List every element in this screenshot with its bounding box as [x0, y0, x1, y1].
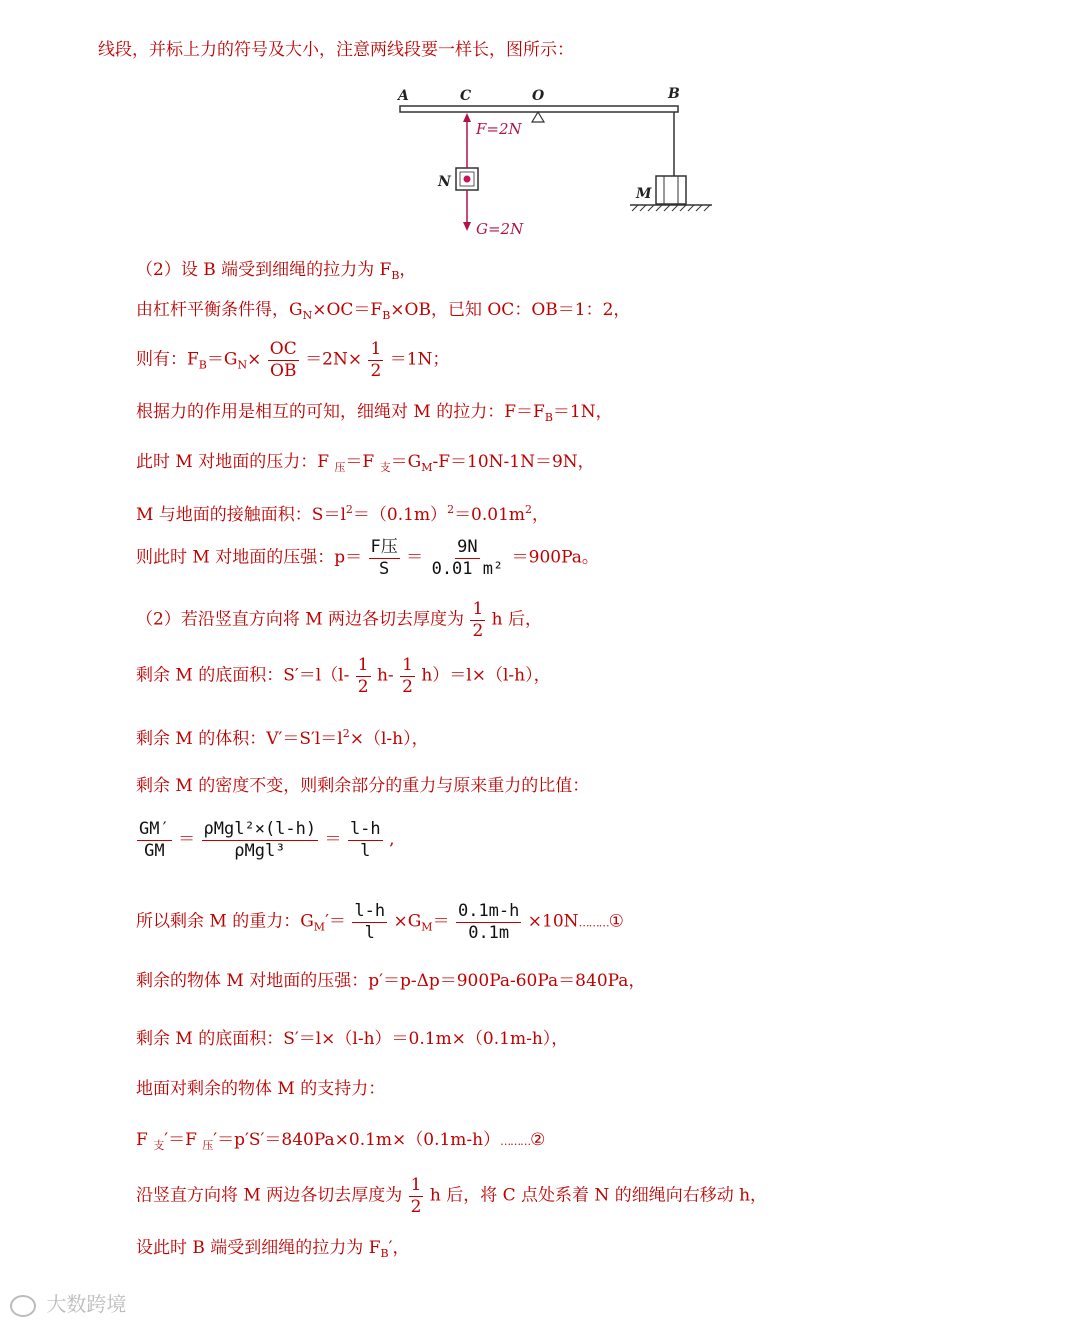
line-15: 剩余 M 的底面积：S′＝l×（l-h）＝0.1m×（0.1m-h）， [136, 1029, 569, 1049]
block-m [656, 176, 686, 204]
fraction-half: $\frac{1}{2}$ [370, 339, 382, 381]
watermark: 大数跨境 [10, 1288, 126, 1317]
line-12: $\frac{GM'}{GM}$ ＝ $\frac{\text{ρMgl²×(l-h)}}{\text{ρMgl³}}$ ＝ $\frac{l-h}{l}$ , [139, 819, 395, 861]
line-11: 剩余 M 的密度不变，则剩余部分的重力与原来重力的比值： [136, 776, 590, 796]
label-a: A [398, 88, 409, 104]
line-10: 剩余 M 的体积：$V'=S'l=l^2\times(l-h)$， [136, 727, 429, 749]
line-7: 则此时 M 对地面的压强：p＝ $\frac{\text{F压}}{S}$ ＝ $\frac{9N}{\text{0.01 m²}}$ ＝900Pa。 [136, 537, 599, 579]
fraction-thickness: $\frac{0.1m-h}{0.1m}$ [457, 901, 520, 943]
fraction-fpress-s: $\frac{\text{F压}}{S}$ [370, 537, 398, 579]
line-5: 此时 M 对地面的压力：F $_压$＝F $_支=G_M-F=10N-1N=9N$， [136, 452, 595, 474]
fraction-9n-area: $\frac{9N}{\text{0.01 m²}}$ [431, 537, 504, 579]
fraction-l-minus-h: $\frac{l-h}{l}$ [349, 819, 381, 861]
ground-hatch [632, 205, 710, 211]
center-dot [464, 176, 471, 183]
fraction-l-minus-h: $\frac{l-h}{l}$ [354, 901, 386, 943]
line-16: 地面对剩余的物体 M 的支持力： [136, 1079, 386, 1099]
fraction-density-ratio: $\frac{\text{ρMgl²×(l-h)}}{\text{ρMgl³}}$ [203, 819, 317, 861]
lever-bar [400, 106, 678, 112]
line-8: （2）若沿竖直方向将 M 两边各切去厚度为 $\frac{1}{2}$ h 后， [136, 599, 543, 641]
label-b: B [668, 86, 680, 102]
line-9: 剩余 M 的底面积：S′＝l（l- $\frac{1}{2}$ h- $\frac{1}{2}$ h）＝l×（l-h）， [136, 655, 551, 697]
lever-figure [390, 80, 730, 255]
fraction-half: $\frac{1}{2}$ [410, 1175, 422, 1217]
line-1: （2）设 B 端受到细绳的拉力为 $F_B$， [136, 260, 417, 282]
fraction-oc-ob: $\frac{OC}{OB}$ [269, 339, 297, 381]
intro-text: 线段，并标上力的符号及大小，注意两线段要一样长，图所示： [98, 40, 574, 60]
force-g-label: G=2N [476, 220, 524, 238]
label-c: C [460, 88, 472, 104]
fraction-half: $\frac{1}{2}$ [472, 599, 484, 641]
label-m: M [636, 186, 652, 202]
line-6: M 与地面的接触面积：$S=l^2=(0.1m)^2=0.01m^2$， [136, 503, 550, 525]
force-f-label: F=2N [476, 120, 522, 138]
line-2: 由杠杆平衡条件得，$G_N\times OC=F_B\times OB$，已知 OC：OB＝1：2， [136, 300, 631, 322]
line-3: 则有：$F_B=G_N\times$ $\frac{OC}{OB}$ ＝2N× $\frac{1}{2}$ ＝1N； [136, 339, 450, 381]
line-4: 根据力的作用是相互的可知，细绳对 M 的拉力：$F=F_B=1N$， [136, 402, 613, 424]
fulcrum [532, 112, 544, 122]
line-14: 剩余的物体 M 对地面的压强：p′＝p-Δp＝900Pa-60Pa＝840Pa， [136, 971, 646, 991]
watermark-logo-icon [10, 1295, 36, 1317]
line-19: 设此时 B 端受到细绳的拉力为 $F_B'$， [136, 1238, 410, 1260]
fraction-half: $\frac{1}{2}$ [402, 655, 413, 697]
label-n: N [438, 174, 451, 190]
line-18: 沿竖直方向将 M 两边各切去厚度为 $\frac{1}{2}$ h 后，将 C 点处系着 N 的细绳向右移动 h， [136, 1175, 768, 1217]
label-o: O [532, 88, 545, 104]
line-17: F $_支$′＝F $_压$′＝p′S′＝840Pa×0.1m×（0.1m-h）………② [136, 1130, 546, 1152]
fraction-half: $\frac{1}{2}$ [357, 655, 369, 697]
fraction-gm-ratio: $\frac{GM'}{GM}$ [139, 819, 170, 861]
line-13: 所以剩余 M 的重力：$G_M'=$ $\frac{l-h}{l}$ $\times G_M=$ $\frac{0.1m-h}{0.1m}$ ×10N………① [136, 901, 624, 943]
